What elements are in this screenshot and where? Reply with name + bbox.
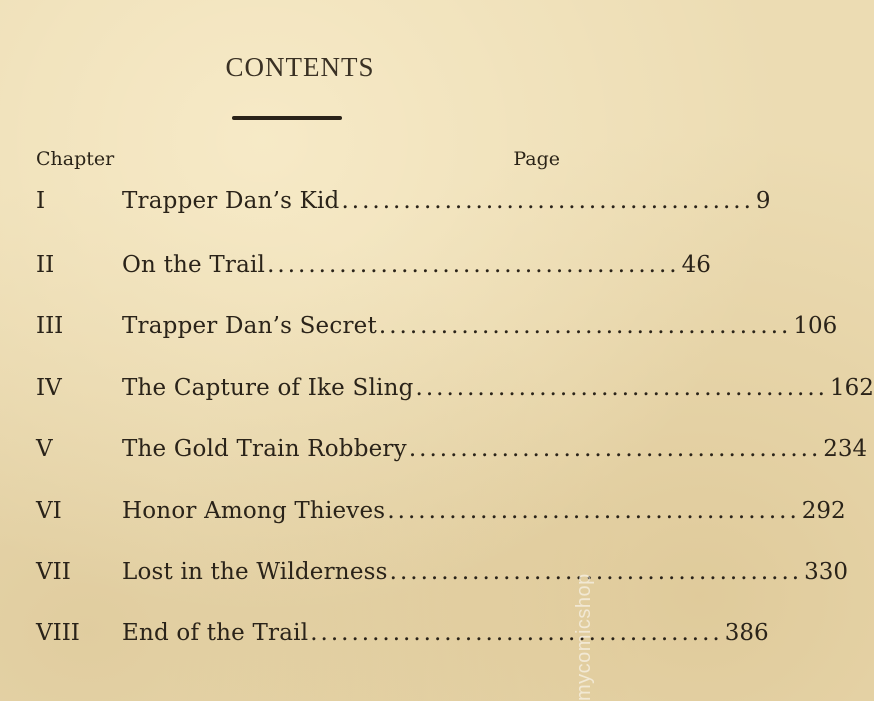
chapter-number: VII — [36, 559, 71, 585]
toc-entry — [0, 181, 771, 221]
page-number: 106 — [793, 313, 838, 339]
leader-dots: ........................................ — [389, 559, 803, 585]
chapter-number: VIII — [36, 620, 80, 646]
watermark — [572, 520, 598, 701]
chapter-title: On the Trail — [122, 252, 266, 278]
page-header: Page — [513, 148, 560, 170]
leader-dots: ........................................ — [408, 436, 822, 462]
chapter-number: III — [36, 313, 64, 339]
chapter-header: Chapter — [36, 148, 115, 170]
page-number: 330 — [804, 559, 849, 585]
toc-entry — [0, 368, 874, 408]
page-number: 292 — [801, 498, 846, 524]
page-number: 162 — [829, 375, 874, 401]
chapter-title: Lost in the Wilderness — [122, 559, 388, 585]
chapter-number: II — [36, 252, 55, 278]
leader-dots: ........................................ — [378, 313, 792, 339]
leader-dots: ........................................ — [310, 620, 723, 646]
title-rule — [232, 116, 342, 120]
entry-line — [122, 306, 838, 346]
chapter-title: The Gold Train Robbery — [122, 436, 407, 462]
chapter-title: End of the Trail — [122, 620, 309, 646]
entry-line — [122, 491, 846, 531]
chapter-number: I — [36, 188, 46, 214]
page-number: 386 — [724, 620, 769, 646]
chapter-number: V — [36, 436, 53, 462]
entry-line — [122, 181, 771, 221]
page-number: 9 — [755, 188, 771, 214]
entry-line — [122, 245, 711, 285]
page-number: 234 — [823, 436, 868, 462]
page-title: CONTENTS — [225, 52, 375, 82]
toc-entry — [0, 491, 846, 531]
leader-dots: ........................................ — [267, 252, 680, 278]
leader-dots: ........................................ — [387, 498, 800, 524]
toc-entry — [0, 613, 769, 653]
watermark-text: mycomicshop — [573, 573, 595, 701]
chapter-number: IV — [36, 375, 62, 401]
chapter-title: Honor Among Thieves — [122, 498, 386, 524]
leader-dots: ........................................ — [341, 188, 754, 214]
toc-entry — [0, 429, 868, 469]
chapter-title: Trapper Dan’s Kid — [122, 188, 340, 214]
chapter-title: Trapper Dan’s Secret — [122, 313, 377, 339]
entry-line — [122, 429, 868, 469]
chapter-title: The Capture of Ike Sling — [122, 375, 414, 401]
entry-line — [122, 368, 874, 408]
page-number: 46 — [681, 252, 711, 278]
toc-entry — [0, 245, 711, 285]
toc-entry — [0, 306, 838, 346]
chapter-number: VI — [36, 498, 62, 524]
entry-line — [122, 552, 849, 592]
toc-entry — [0, 552, 849, 592]
leader-dots: ........................................ — [415, 375, 828, 401]
entry-line — [122, 613, 769, 653]
